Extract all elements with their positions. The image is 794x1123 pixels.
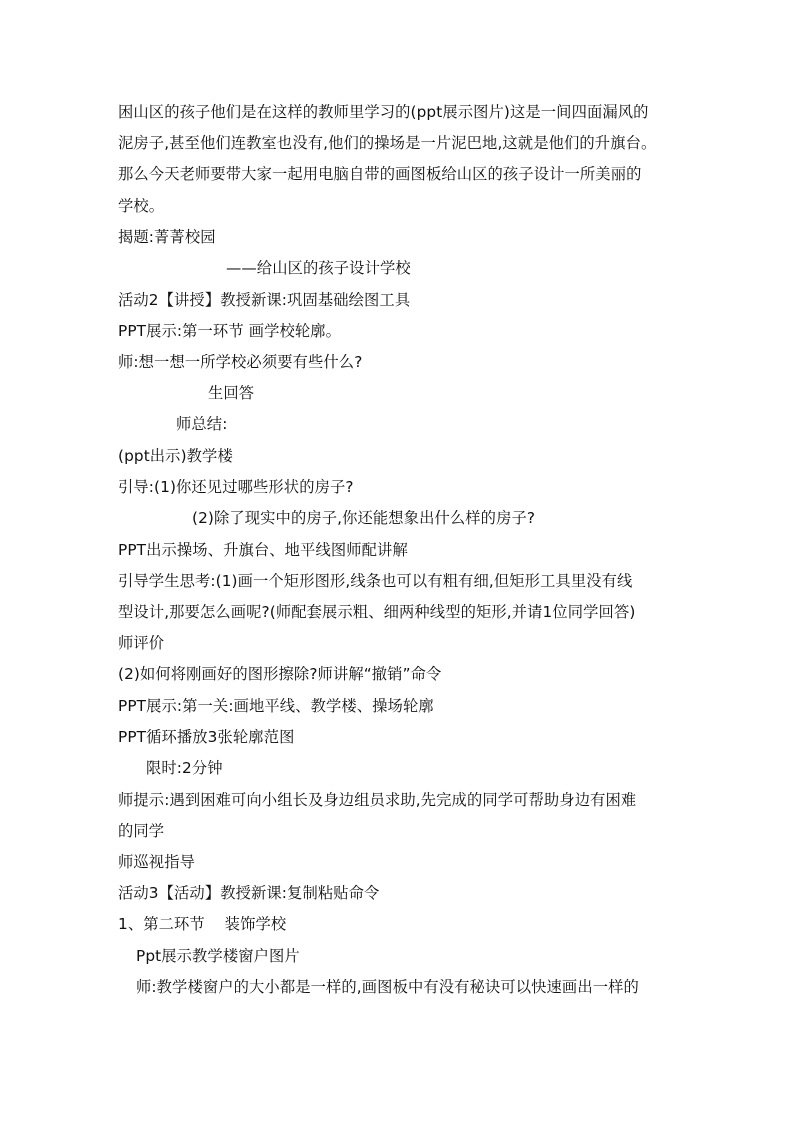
- text-line-21: PPT循环播放3张轮廓范图: [118, 728, 295, 746]
- text-line-18: 师评价: [118, 634, 165, 652]
- text-line-14: (2)除了现实中的房子,你还能想象出什么样的房子?: [192, 509, 536, 527]
- text-line-22: 限时:2分钟: [146, 759, 223, 777]
- text-line-2: 泥房子,甚至他们连教室也没有,他们的操场是一片泥巴地,这就是他们的升旗台。: [118, 134, 657, 152]
- text-line-3: 那么今天老师要带大家一起用电脑自带的画图板给山区的孩子设计一所美丽的: [118, 165, 642, 183]
- text-line-20: PPT展示:第一关:画地平线、教学楼、操场轮廓: [118, 697, 434, 715]
- text-line-13: 引导:(1)你还见过哪些形状的房子?: [118, 478, 354, 496]
- text-line-7: 活动2【讲授】教授新课:巩固基础绘图工具: [118, 291, 411, 309]
- text-line-19: (2)如何将刚画好的图形擦除?师讲解“撤销”命令: [118, 665, 442, 683]
- subtitle-line: ——给山区的孩子设计学校: [226, 259, 411, 277]
- text-line-28: Ppt展示教学楼窗户图片: [136, 947, 300, 965]
- text-line-10: 生回答: [208, 384, 255, 402]
- text-line-15: PPT出示操场、升旗台、地平线图师配讲解: [118, 541, 408, 559]
- text-line-1: 困山区的孩子他们是在这样的教师里学习的(ppt展示图片)这是一间四面漏风的: [118, 103, 649, 121]
- text-line-24: 的同学: [118, 822, 165, 840]
- text-line-27: 1、第二环节 装饰学校: [118, 915, 287, 933]
- text-line-11: 师总结:: [176, 415, 228, 433]
- text-line-8: PPT展示:第一环节 画学校轮廓。: [118, 322, 342, 340]
- text-line-9: 师:想一想一所学校必须要有些什么?: [118, 353, 363, 371]
- text-line-17: 型设计,那要怎么画呢?(师配套展示粗、细两种线型的矩形,并请1位同学回答): [118, 603, 636, 621]
- text-line-26: 活动3【活动】教授新课:复制粘贴命令: [118, 884, 380, 902]
- text-line-5: 揭题:菁菁校园: [118, 228, 216, 246]
- text-line-12: (ppt出示)教学楼: [118, 447, 233, 465]
- text-line-23: 师提示:遇到困难可向小组长及身边组员求助,先完成的同学可帮助身边有困难: [118, 791, 637, 809]
- text-line-25: 师巡视指导: [118, 853, 195, 871]
- text-line-29: 师:教学楼窗户的大小都是一样的,画图板中有没有秘诀可以快速画出一样的: [136, 978, 639, 996]
- text-line-16: 引导学生思考:(1)画一个矩形图形,线条也可以有粗有细,但矩形工具里没有线: [118, 572, 633, 590]
- text-line-4: 学校。: [118, 197, 165, 215]
